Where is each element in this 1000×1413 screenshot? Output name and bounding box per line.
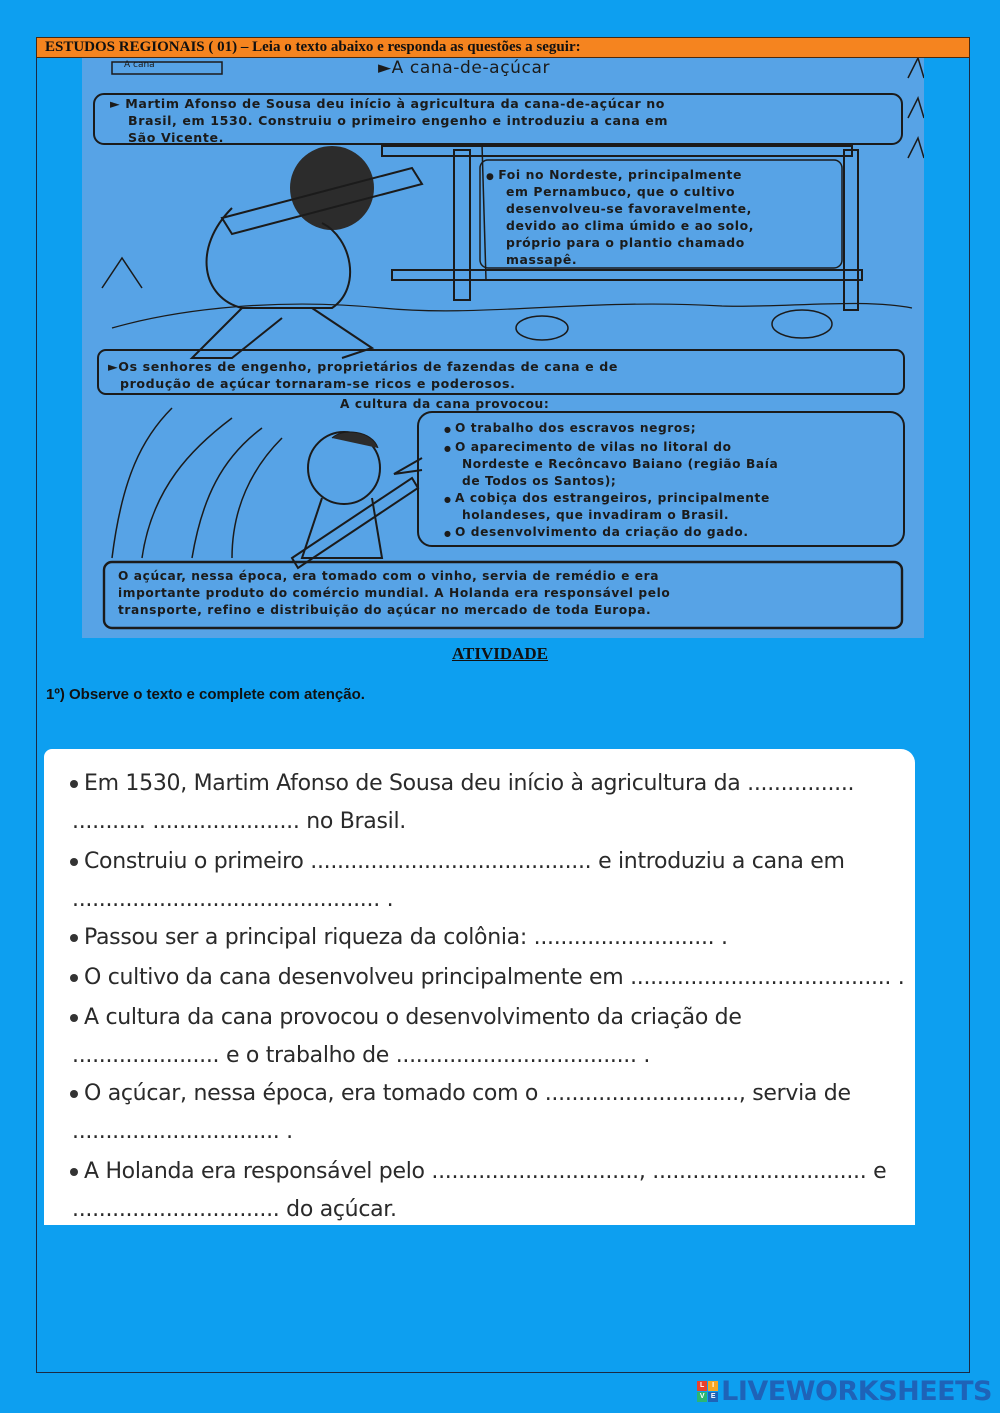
cultura-item: holandeses, que invadiram o Brasil. (462, 508, 730, 522)
exercise-line[interactable]: Construiu o primeiro .......................................... e introduziu a cana em (70, 849, 901, 874)
exercise-line[interactable]: ........... ...................... no Brasil. (72, 809, 406, 834)
reading-illustration (82, 58, 924, 638)
exercise-line[interactable]: Em 1530, Martim Afonso de Sousa deu início à agricultura da ................ (70, 771, 901, 796)
logo-letter: I (708, 1381, 718, 1391)
exercise-line[interactable]: ............................... . (72, 1119, 293, 1144)
cultura-item: ● O trabalho dos escravos negros; (444, 421, 697, 435)
nordeste-line: massapê. (506, 252, 578, 267)
bottom-line: transporte, refino e distribuição do açúcar no mercado de toda Europa. (118, 603, 652, 617)
bullet-icon (70, 1090, 78, 1098)
exercise-line[interactable]: A Holanda era responsável pelo ..............................., ................................ e (70, 1159, 901, 1184)
cultura-item: de Todos os Santos); (462, 474, 617, 488)
exercise-line[interactable]: O cultivo da cana desenvolveu principalmente em ....................................... . (70, 965, 901, 990)
bottom-line: importante produto do comércio mundial. A Holanda era responsável pelo (118, 586, 671, 600)
logo-text: LIVEWORKSHEETS (721, 1376, 992, 1407)
exercise-line[interactable]: .............................................. . (72, 887, 394, 912)
intro-line: ► Martim Afonso de Sousa deu início à agricultura da cana-de-açúcar no (110, 96, 666, 111)
nordeste-line: próprio para o plantio chamado (506, 235, 745, 250)
exercise-line[interactable]: O açúcar, nessa época, era tomado com o ............................., servia de (70, 1081, 901, 1106)
bullet-icon (70, 974, 78, 982)
reading-tag: A cana (124, 60, 155, 70)
liveworksheets-logo[interactable] (697, 1376, 992, 1407)
exercise-line[interactable]: Passou ser a principal riqueza da colônia: ........................... . (70, 925, 901, 950)
fill-in-exercise (44, 749, 915, 1225)
cultura-heading: A cultura da cana provocou: (340, 397, 550, 411)
intro-line: Brasil, em 1530. Construiu o primeiro engenho e introduziu a cana em (128, 113, 669, 128)
section-header: ESTUDOS REGIONAIS ( 01) – Leia o texto abaixo e responda as questões a seguir: (36, 37, 970, 58)
nordeste-line: desenvolveu-se favoravelmente, (506, 201, 752, 216)
exercise-line[interactable]: A cultura da cana provocou o desenvolvimento da criação de (70, 1005, 901, 1030)
bullet-icon (70, 780, 78, 788)
cultura-item: ● O aparecimento de vilas no litoral do (444, 440, 732, 454)
bullet-icon (70, 858, 78, 866)
exercise-line[interactable]: ...................... e o trabalho de .................................... . (72, 1043, 651, 1068)
senhores-line: produção de açúcar tornaram-se ricos e poderosos. (120, 376, 516, 391)
nordeste-line: ● Foi no Nordeste, principalmente (486, 167, 743, 182)
nordeste-line: devido ao clima úmido e ao solo, (506, 218, 755, 233)
bullet-icon (70, 1014, 78, 1022)
logo-letter: E (708, 1392, 718, 1402)
intro-line: São Vicente. (128, 130, 224, 145)
logo-letter: V (697, 1392, 707, 1402)
nordeste-line: em Pernambuco, que o cultivo (506, 184, 736, 199)
logo-letter: L (697, 1381, 707, 1391)
cultura-item: ● O desenvolvimento da criação do gado. (444, 525, 749, 539)
activity-title: ATIVIDADE (451, 644, 549, 663)
bottom-line: O açúcar, nessa época, era tomado com o vinho, servia de remédio e era (118, 569, 660, 583)
bullet-icon (70, 934, 78, 942)
exercise-line[interactable]: ............................... do açúcar. (72, 1197, 397, 1222)
question-1: 1º) Observe o texto e complete com atenção. (46, 686, 365, 703)
reading-title: ►A cana-de-açúcar (378, 58, 551, 78)
senhores-line: ►Os senhores de engenho, proprietários de fazendas de cana e de (108, 359, 619, 374)
cultura-item: ● A cobiça dos estrangeiros, principalmente (444, 491, 770, 505)
logo-icon (697, 1381, 718, 1402)
bullet-icon (70, 1168, 78, 1176)
cultura-item: Nordeste e Recôncavo Baiano (região Baía (462, 457, 779, 471)
